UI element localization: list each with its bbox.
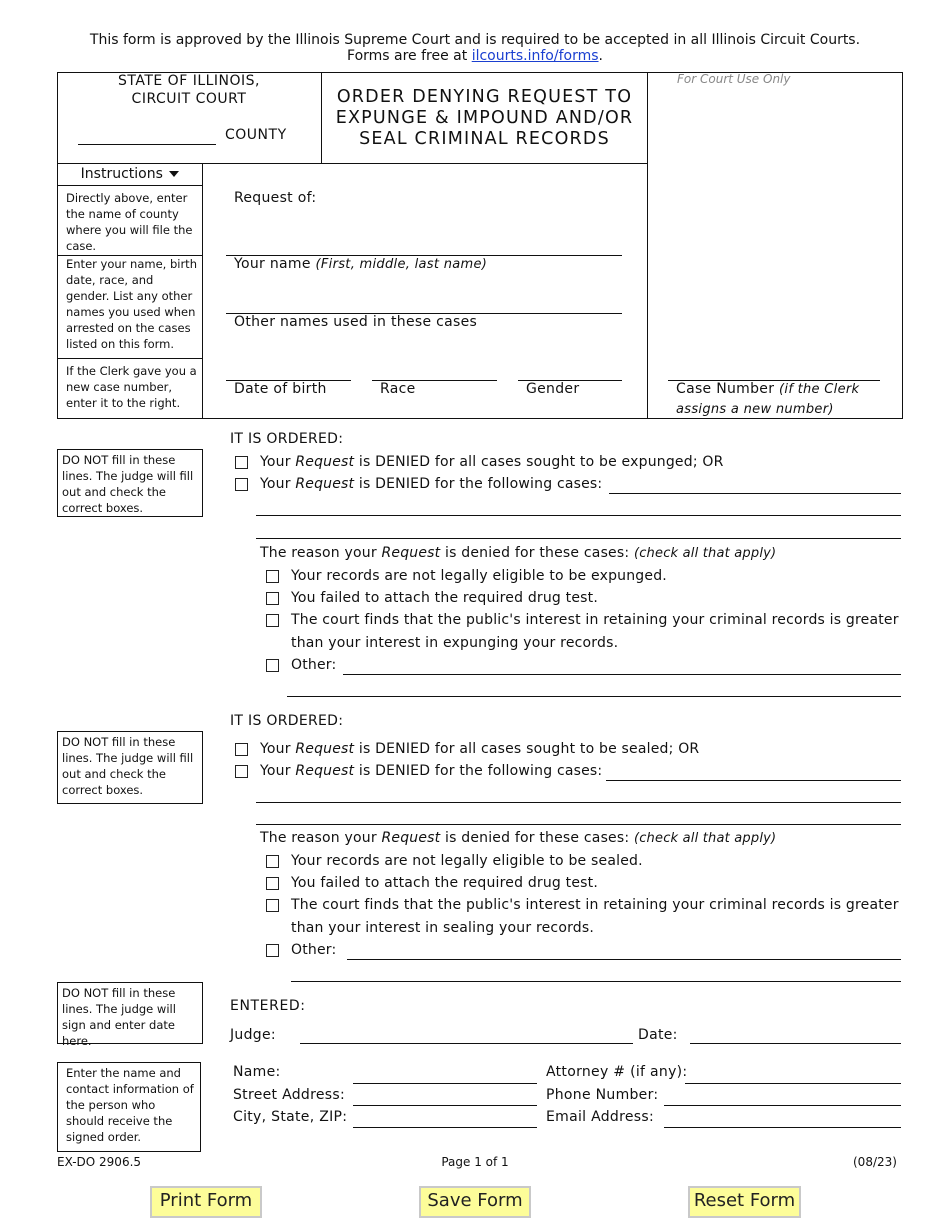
forms-free-suffix: .: [598, 48, 603, 64]
seal-reason-hint: (check all that apply): [633, 831, 777, 846]
race-label: Race: [380, 381, 416, 397]
case-number-instruction: If the Clerk gave you a new case number, enter it to the right.: [66, 364, 197, 410]
expunge-deny-following-b: Request: [295, 476, 355, 492]
contact-name-line[interactable]: [353, 1083, 537, 1084]
expunge-cases-line-1[interactable]: [609, 493, 901, 494]
your-name-hint: (First, middle, last name): [315, 257, 488, 272]
expunge-reason-drug-test-checkbox[interactable]: [266, 592, 279, 605]
seal-deny-following-label: [260, 763, 602, 779]
entered-heading: ENTERED:: [230, 998, 306, 1014]
seal-deny-all-a: Your: [260, 741, 296, 757]
expunge-deny-following-c: is DENIED for the following cases:: [354, 476, 603, 492]
your-name-text: Your name: [234, 256, 311, 272]
county-instruction: Directly above, enter the name of county where you will file the case.: [66, 191, 193, 253]
case-number-hint-2: assigns a new number): [676, 402, 834, 417]
seal-deny-all-checkbox[interactable]: [235, 743, 248, 756]
seal-deny-all-label: [260, 741, 699, 757]
expunge-cases-line-3[interactable]: [256, 538, 901, 539]
attorney-number-line[interactable]: [685, 1083, 901, 1084]
expunge-reason-other-label: Other:: [291, 657, 337, 673]
expunge-reason-public-interest-checkbox[interactable]: [266, 614, 279, 627]
judge-label: Judge:: [230, 1027, 276, 1043]
seal-reason-other-label: Other:: [291, 942, 337, 958]
email-address-line[interactable]: [664, 1127, 901, 1128]
seal-deny-following-b: Request: [295, 763, 355, 779]
form-title-line-3: SEAL CRIMINAL RECORDS: [359, 129, 610, 149]
expunge-other-line-1[interactable]: [343, 674, 901, 675]
seal-reason-drug-test-label: You failed to attach the required drug test.: [291, 875, 599, 891]
forms-free-prefix: Forms are free at: [347, 48, 472, 64]
page-number: Page 1 of 1: [441, 1155, 509, 1169]
seal-ordered-heading: IT IS ORDERED:: [230, 713, 344, 729]
revision-date: (08/23): [853, 1155, 897, 1169]
expunge-reason-ineligible-label: Your records are not legally eligible to be expunged.: [291, 568, 667, 584]
expunge-reason-ineligible-checkbox[interactable]: [266, 570, 279, 583]
expunge-reason-public-interest-label-2: than your interest in expunging your records.: [291, 635, 619, 651]
your-name-label: [234, 256, 487, 272]
instructions-header-divider: [57, 185, 203, 186]
dob-label: Date of birth: [234, 381, 327, 397]
print-form-button[interactable]: Print Form: [150, 1186, 262, 1218]
court-use-only: For Court Use Only: [677, 72, 791, 86]
case-number-label: [676, 381, 859, 397]
form-title-line-2: EXPUNGE & IMPOUND AND/OR: [335, 108, 634, 128]
date-line[interactable]: [690, 1043, 901, 1044]
instructions-label: Instructions: [80, 166, 163, 182]
city-state-zip-line[interactable]: [353, 1127, 537, 1128]
state-of-illinois: STATE OF ILLINOIS,: [117, 73, 261, 89]
form-title-line-1: ORDER DENYING REQUEST TO: [336, 87, 633, 107]
seal-cases-line-2[interactable]: [256, 802, 901, 803]
expunge-deny-following-checkbox[interactable]: [235, 478, 248, 491]
street-address-line[interactable]: [353, 1105, 537, 1106]
date-label: Date:: [638, 1027, 678, 1043]
form-id: EX-DO 2906.5: [57, 1155, 142, 1169]
expunge-deny-all-checkbox[interactable]: [235, 456, 248, 469]
request-of-label: Request of:: [234, 190, 317, 206]
reset-form-button[interactable]: Reset Form: [688, 1186, 801, 1218]
phone-number-line[interactable]: [664, 1105, 901, 1106]
instructions-header[interactable]: [58, 166, 202, 182]
seal-reason-drug-test-checkbox[interactable]: [266, 877, 279, 890]
expunge-deny-all-a: Your: [260, 454, 296, 470]
forms-free-line: [0, 48, 950, 64]
caption-divider-horizontal: [57, 163, 648, 164]
expunge-deny-all-label: [260, 454, 724, 470]
county-label: COUNTY: [225, 127, 287, 143]
expunge-deny-all-c: is DENIED for all cases sought to be expunged; OR: [354, 454, 724, 470]
expunge-reason-public-interest-label: The court finds that the public's interest in retaining your criminal records is greater: [291, 612, 899, 628]
expunge-ordered-heading: IT IS ORDERED:: [230, 431, 344, 447]
seal-deny-all-b: Request: [295, 741, 355, 757]
seal-deny-following-a: Your: [260, 763, 296, 779]
seal-reason-a: The reason your: [260, 830, 382, 846]
instructions-divider-2: [57, 358, 203, 359]
phone-number-label: Phone Number:: [546, 1087, 659, 1103]
expunge-cases-line-2[interactable]: [256, 515, 901, 516]
street-address-label: Street Address:: [233, 1087, 345, 1103]
expunge-deny-all-b: Request: [295, 454, 355, 470]
case-number-hint: (if the Clerk: [779, 382, 860, 397]
seal-cases-line-3[interactable]: [256, 824, 901, 825]
seal-reason-public-interest-label: The court finds that the public's interest in retaining your criminal records is greater: [291, 897, 899, 913]
city-state-zip-label: City, State, ZIP:: [233, 1109, 348, 1125]
judge-sign-note: DO NOT fill in these lines. The judge will sign and enter date here.: [57, 982, 203, 1044]
expunge-deny-following-a: Your: [260, 476, 296, 492]
contact-note: Enter the name and contact information of the person who should receive the signed order.: [57, 1062, 201, 1152]
contact-name-label: Name:: [233, 1064, 281, 1080]
seal-reason-b: Request: [381, 830, 441, 846]
seal-reason-other-checkbox[interactable]: [266, 944, 279, 957]
caption-divider-vertical: [647, 72, 648, 419]
seal-deny-all-c: is DENIED for all cases sought to be sealed; OR: [354, 741, 700, 757]
seal-other-line-2[interactable]: [291, 981, 901, 982]
circuit-court: CIRCUIT COURT: [131, 91, 247, 107]
judge-signature-line[interactable]: [300, 1043, 633, 1044]
expunge-other-line-2[interactable]: [287, 696, 901, 697]
seal-reason-ineligible-label: Your records are not legally eligible to be sealed.: [291, 853, 643, 869]
expunge-deny-following-label: [260, 476, 602, 492]
expunge-reason-a: The reason your: [260, 545, 382, 561]
forms-link[interactable]: ilcourts.info/forms: [471, 48, 599, 64]
other-names-label: Other names used in these cases: [234, 314, 478, 330]
seal-reason-public-interest-label-2: than your interest in sealing your records.: [291, 920, 595, 936]
seal-reason-c: is denied for these cases:: [440, 830, 634, 846]
seal-cases-line-1[interactable]: [606, 780, 901, 781]
expunge-reason-hint: (check all that apply): [633, 546, 777, 561]
seal-deny-following-checkbox[interactable]: [235, 765, 248, 778]
judge-note-expunge: DO NOT fill in these lines. The judge will fill out and check the correct boxes.: [57, 449, 203, 517]
county-name-line[interactable]: [78, 144, 216, 145]
seal-reason-public-interest-checkbox[interactable]: [266, 899, 279, 912]
approval-notice: This form is approved by the Illinois Supreme Court and is required to be accepted in all Illinois Circuit Courts.: [89, 32, 861, 48]
expunge-reason-c: is denied for these cases:: [440, 545, 634, 561]
gender-label: Gender: [526, 381, 580, 397]
seal-reason-ineligible-checkbox[interactable]: [266, 855, 279, 868]
judge-note-seal: DO NOT fill in these lines. The judge will fill out and check the correct boxes.: [57, 731, 203, 804]
name-instruction: Enter your name, birth date, race, and gender. List any other names you used when arrested on the cases listed on this form.: [66, 257, 197, 351]
expunge-reason-drug-test-label: You failed to attach the required drug test.: [291, 590, 599, 606]
expunge-reason-b: Request: [381, 545, 441, 561]
triangle-down-icon: [169, 171, 179, 177]
seal-deny-following-c: is DENIED for the following cases:: [354, 763, 603, 779]
email-address-label: Email Address:: [546, 1109, 654, 1125]
seal-reason-heading: [260, 830, 776, 846]
expunge-reason-other-checkbox[interactable]: [266, 659, 279, 672]
attorney-number-label: Attorney # (if any):: [546, 1064, 688, 1080]
expunge-reason-heading: [260, 545, 776, 561]
seal-other-line-1[interactable]: [347, 959, 901, 960]
case-number-text: Case Number: [676, 381, 775, 397]
save-form-button[interactable]: Save Form: [419, 1186, 531, 1218]
